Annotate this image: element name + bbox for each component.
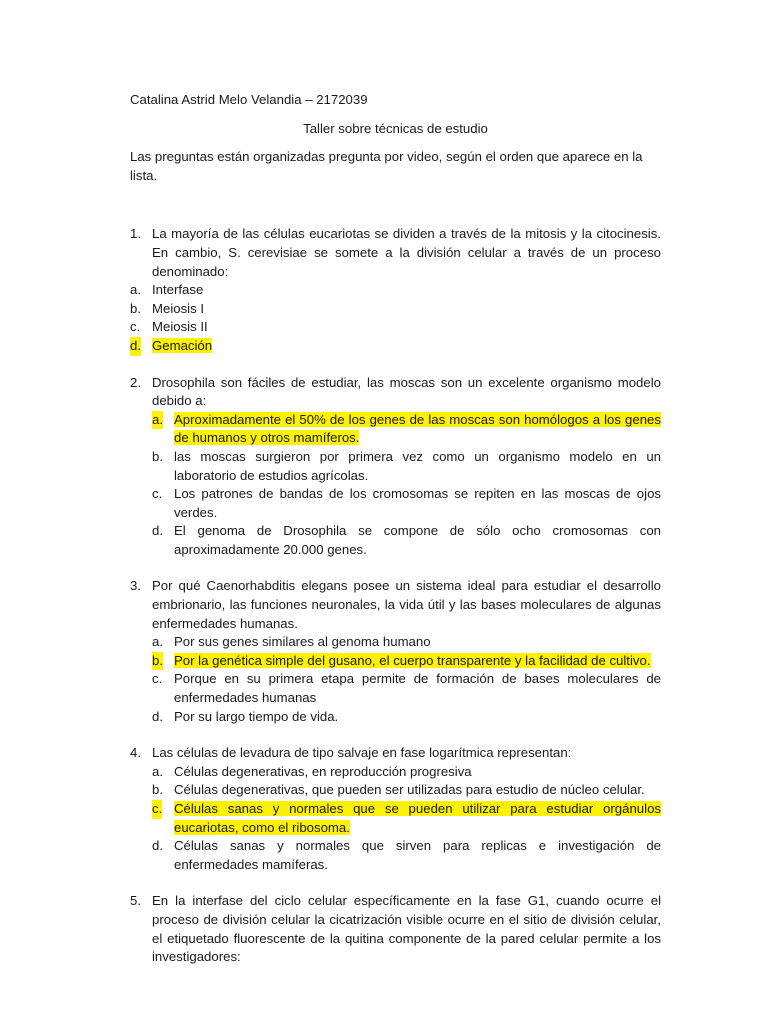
option-label: a.	[152, 634, 163, 650]
option-label: c.	[152, 671, 163, 687]
options-list	[130, 633, 661, 726]
intro-paragraph: Las preguntas están organizadas pregunta por video, según el orden que aparece en la lista.	[130, 149, 643, 183]
option-text: Células degenerativas, en reproducción progresiva	[174, 763, 472, 779]
option-a	[130, 281, 661, 300]
question-4	[130, 744, 661, 874]
option-label: b.	[152, 652, 163, 671]
option-text: Gemación	[152, 337, 213, 353]
option-text: Interfase	[152, 282, 204, 298]
option-label: c.	[130, 319, 141, 335]
option-text: Porque en su primera etapa permite de formación de bases moleculares de enfermedades humanas	[174, 671, 661, 706]
option-d	[152, 837, 661, 874]
option-text: Por la genética simple del gusano, el cuerpo transparente y la facilidad de cultivo.	[174, 652, 651, 668]
option-label: b.	[152, 448, 163, 464]
question-number: 1.	[130, 226, 141, 242]
options-list	[130, 763, 661, 875]
option-label: a.	[152, 411, 163, 430]
option-text: Los patrones de bandas de los cromosomas se repiten en las moscas de ojos verdes.	[174, 486, 661, 520]
option-d	[152, 522, 661, 559]
question-number: 2.	[130, 374, 141, 390]
option-c	[130, 318, 661, 337]
option-b	[130, 300, 661, 319]
question-number: 5.	[130, 893, 141, 909]
option-d-highlighted	[130, 337, 661, 356]
question-text: Drosophila son fáciles de estudiar, las moscas son un excelente organismo modelo debido a:	[152, 374, 661, 409]
option-label: d.	[152, 838, 163, 854]
option-label: a.	[130, 282, 141, 298]
option-label: d.	[152, 708, 163, 724]
question-text: Las células de levadura de tipo salvaje en fase logarítmica representan:	[152, 745, 572, 761]
question-5	[130, 892, 661, 966]
option-b	[152, 448, 661, 485]
question-text: En la interfase del ciclo celular específicamente en la fase G1, cuando ocurre el proceso de división celular la cicatrización visible ocurre en el sitio de división celular, el etiquetado fluorescente de la quitina componente de la pared celular permite a los investigadores:	[152, 893, 661, 965]
option-a	[152, 633, 661, 652]
option-text: Por sus genes similares al genoma humano	[174, 634, 431, 650]
option-label: b.	[152, 782, 163, 798]
question-stem	[130, 892, 661, 966]
option-text: Meiosis II	[152, 319, 208, 335]
option-text: Por su largo tiempo de vida.	[174, 708, 339, 724]
option-c	[152, 670, 661, 707]
option-b-highlighted	[152, 652, 661, 671]
question-stem	[130, 744, 661, 763]
option-c-highlighted	[152, 800, 661, 837]
question-3	[130, 577, 661, 726]
option-text: Células degenerativas, que pueden ser utilizadas para estudio de núcleo celular.	[174, 782, 645, 798]
options-list	[130, 411, 661, 560]
option-text: Aproximadamente el 50% de los genes de las moscas son homólogos a los genes de humanos y otros mamíferos.	[174, 411, 661, 446]
options-list	[130, 281, 661, 355]
question-number: 3.	[130, 578, 141, 594]
option-label: d.	[152, 523, 163, 539]
option-text: Células sanas y normales que sirven para replicas e investigación de enfermedades mamíferas.	[174, 838, 661, 872]
question-stem	[130, 225, 661, 281]
question-text: Por qué Caenorhabditis elegans posee un sistema ideal para estudiar el desarrollo embrionario, las funciones neuronales, la vida útil y las bases moleculares de algunas enfermedades humanas.	[152, 578, 661, 631]
option-c	[152, 485, 661, 522]
question-stem	[130, 577, 661, 633]
option-label: a.	[152, 763, 163, 779]
question-stem	[130, 374, 661, 411]
question-number: 4.	[130, 745, 141, 761]
option-a-highlighted	[152, 411, 661, 448]
option-text: El genoma de Drosophila se compone de sólo ocho cromosomas con aproximadamente 20.000 genes.	[174, 523, 661, 557]
option-label: c.	[152, 486, 163, 502]
question-1	[130, 225, 661, 355]
option-text: Meiosis I	[152, 300, 205, 316]
option-d	[152, 708, 661, 727]
author-line: Catalina Astrid Melo Velandia – 2172039	[130, 92, 368, 107]
option-text: Células sanas y normales que se pueden utilizar para estudiar orgánulos eucariotas, como el ribosoma.	[174, 801, 661, 835]
question-2	[130, 374, 661, 560]
question-text: La mayoría de las células eucariotas se dividen a través de la mitosis y la citocinesis. En cambio, S. cerevisiae se somete a la división celular a través de un proceso denominado:	[152, 226, 661, 279]
option-label: d.	[130, 337, 141, 356]
option-label: b.	[130, 300, 141, 316]
option-label: c.	[152, 800, 162, 819]
option-b	[152, 781, 661, 800]
document-title: Taller sobre técnicas de estudio	[303, 120, 488, 136]
option-a	[152, 763, 661, 782]
option-text: las moscas surgieron por primera vez como un organismo modelo en un laboratorio de estudios agrícolas.	[174, 448, 661, 483]
